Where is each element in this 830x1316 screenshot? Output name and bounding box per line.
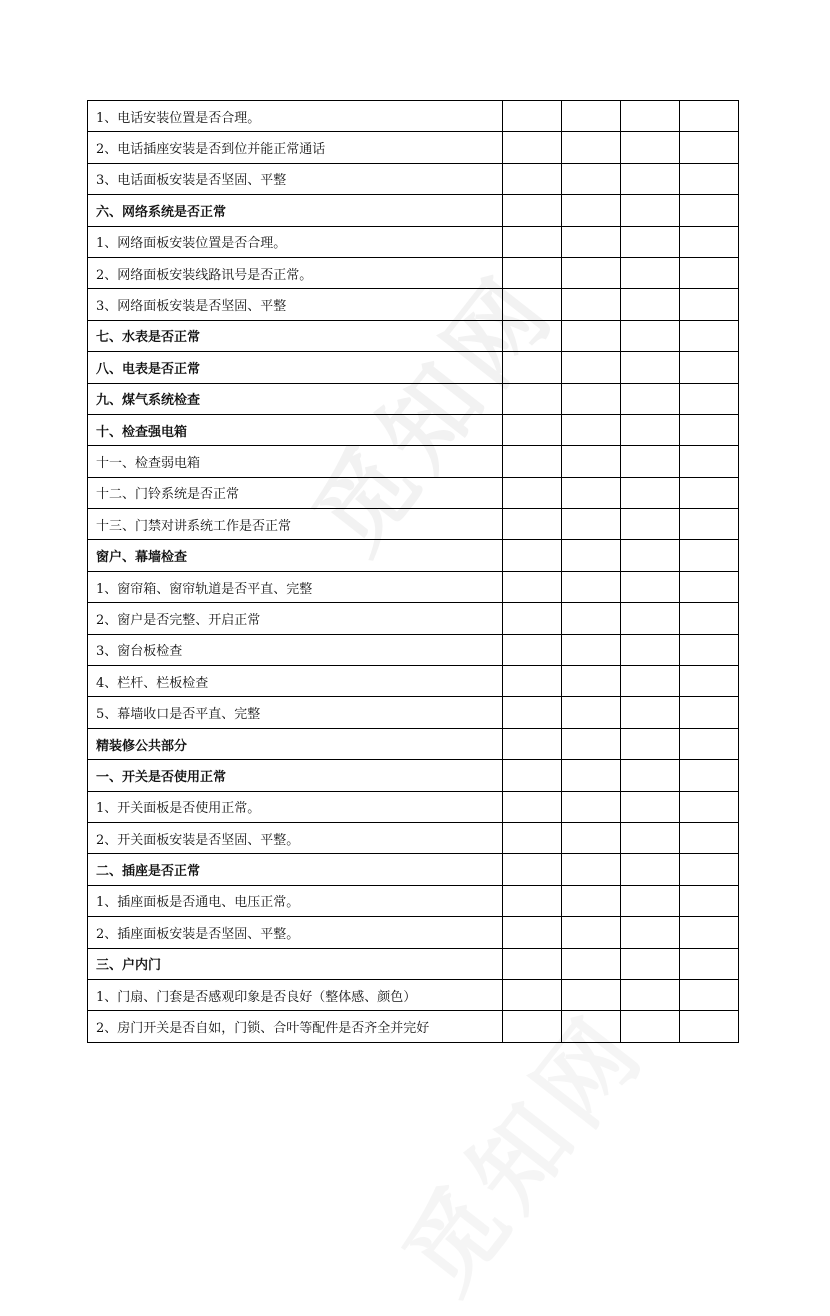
check-cell-4[interactable] [680,760,739,791]
check-cell-3[interactable] [621,383,680,414]
check-cell-3[interactable] [621,603,680,634]
check-cell-3[interactable] [621,132,680,163]
check-cell-3[interactable] [621,571,680,602]
check-cell-2[interactable] [562,509,621,540]
item-cell: 1、窗帘箱、窗帘轨道是否平直、完整 [88,571,503,602]
check-cell-1[interactable] [503,414,562,445]
check-cell-1[interactable] [503,603,562,634]
check-cell-2[interactable] [562,446,621,477]
check-cell-2[interactable] [562,257,621,288]
table-row [88,383,739,414]
check-cell-2[interactable] [562,822,621,853]
table-row [88,195,739,226]
check-cell-2[interactable] [562,195,621,226]
check-cell-1[interactable] [503,666,562,697]
item-cell: 5、幕墙收口是否平直、完整 [88,697,503,728]
check-cell-1[interactable] [503,195,562,226]
check-cell-1[interactable] [503,446,562,477]
item-cell: 3、窗台板检查 [88,634,503,665]
check-cell-4[interactable] [680,885,739,916]
table-row [88,352,739,383]
table-row [88,603,739,634]
check-cell-3[interactable] [621,979,680,1010]
item-cell: 2、开关面板安装是否坚固、平整。 [88,822,503,853]
table-row [88,666,739,697]
table-row [88,132,739,163]
check-cell-4[interactable] [680,1011,739,1042]
check-cell-4[interactable] [680,603,739,634]
check-cell-3[interactable] [621,1011,680,1042]
check-cell-3[interactable] [621,948,680,979]
check-cell-4[interactable] [680,477,739,508]
section-heading-cell: 窗户、幕墙检查 [88,540,503,571]
check-cell-4[interactable] [680,854,739,885]
table-row [88,948,739,979]
check-cell-4[interactable] [680,822,739,853]
check-cell-3[interactable] [621,163,680,194]
check-cell-2[interactable] [562,979,621,1010]
table-row [88,477,739,508]
check-cell-2[interactable] [562,666,621,697]
table-row [88,540,739,571]
section-heading-cell: 七、水表是否正常 [88,320,503,351]
section-heading-cell: 一、开关是否使用正常 [88,760,503,791]
check-cell-3[interactable] [621,540,680,571]
check-cell-1[interactable] [503,320,562,351]
check-cell-2[interactable] [562,163,621,194]
table-row [88,571,739,602]
check-cell-1[interactable] [503,289,562,320]
check-cell-3[interactable] [621,320,680,351]
check-cell-4[interactable] [680,791,739,822]
check-cell-3[interactable] [621,760,680,791]
check-cell-2[interactable] [562,854,621,885]
check-cell-3[interactable] [621,352,680,383]
check-cell-2[interactable] [562,1011,621,1042]
check-cell-4[interactable] [680,132,739,163]
item-cell: 1、门扇、门套是否感观印象是否良好（整体感、颜色） [88,979,503,1010]
check-cell-1[interactable] [503,917,562,948]
table-body [88,101,739,1043]
section-heading-cell: 二、插座是否正常 [88,854,503,885]
section-heading-cell: 八、电表是否正常 [88,352,503,383]
table-row [88,760,739,791]
item-cell: 1、网络面板安装位置是否合理。 [88,226,503,257]
check-cell-3[interactable] [621,446,680,477]
check-cell-1[interactable] [503,540,562,571]
table-row [88,226,739,257]
check-cell-2[interactable] [562,760,621,791]
item-cell: 2、窗户是否完整、开启正常 [88,603,503,634]
check-cell-3[interactable] [621,854,680,885]
item-cell: 十二、门铃系统是否正常 [88,477,503,508]
section-heading-cell: 九、煤气系统检查 [88,383,503,414]
check-cell-3[interactable] [621,917,680,948]
check-cell-1[interactable] [503,477,562,508]
check-cell-3[interactable] [621,414,680,445]
item-cell: 1、插座面板是否通电、电压正常。 [88,885,503,916]
section-heading-cell: 十、检查强电箱 [88,414,503,445]
check-cell-2[interactable] [562,352,621,383]
item-cell: 3、电话面板安装是否坚固、平整 [88,163,503,194]
table-row [88,634,739,665]
section-heading-cell: 六、网络系统是否正常 [88,195,503,226]
check-cell-3[interactable] [621,697,680,728]
check-cell-3[interactable] [621,822,680,853]
check-cell-4[interactable] [680,383,739,414]
check-cell-4[interactable] [680,163,739,194]
table-row [88,822,739,853]
item-cell: 2、插座面板安装是否坚固、平整。 [88,917,503,948]
check-cell-3[interactable] [621,791,680,822]
item-cell: 2、房门开关是否自如，门锁、合叶等配件是否齐全并完好 [88,1011,503,1042]
check-cell-4[interactable] [680,917,739,948]
item-cell: 2、网络面板安装线路讯号是否正常。 [88,257,503,288]
table-row [88,854,739,885]
check-cell-2[interactable] [562,226,621,257]
check-cell-4[interactable] [680,414,739,445]
check-cell-4[interactable] [680,571,739,602]
table-row [88,163,739,194]
inspection-checklist-table [87,100,739,1043]
table-row [88,101,739,132]
check-cell-2[interactable] [562,697,621,728]
check-cell-2[interactable] [562,948,621,979]
check-cell-2[interactable] [562,917,621,948]
check-cell-2[interactable] [562,603,621,634]
check-cell-4[interactable] [680,257,739,288]
table-row [88,446,739,477]
check-cell-4[interactable] [680,289,739,320]
item-cell: 4、栏杆、栏板检查 [88,666,503,697]
check-cell-4[interactable] [680,352,739,383]
check-cell-2[interactable] [562,728,621,759]
table-row [88,791,739,822]
check-cell-4[interactable] [680,540,739,571]
check-cell-2[interactable] [562,132,621,163]
check-cell-1[interactable] [503,352,562,383]
check-cell-4[interactable] [680,634,739,665]
item-cell: 十一、检查弱电箱 [88,446,503,477]
check-cell-4[interactable] [680,509,739,540]
item-cell: 3、网络面板安装是否坚固、平整 [88,289,503,320]
table-row [88,979,739,1010]
table-row [88,509,739,540]
check-cell-2[interactable] [562,571,621,602]
item-cell: 2、电话插座安装是否到位并能正常通话 [88,132,503,163]
check-cell-1[interactable] [503,697,562,728]
table-row [88,728,739,759]
check-cell-3[interactable] [621,226,680,257]
check-cell-1[interactable] [503,101,562,132]
check-cell-1[interactable] [503,383,562,414]
table-row [88,885,739,916]
check-cell-3[interactable] [621,885,680,916]
check-cell-4[interactable] [680,979,739,1010]
check-cell-2[interactable] [562,477,621,508]
check-cell-3[interactable] [621,634,680,665]
check-cell-2[interactable] [562,634,621,665]
table-row [88,289,739,320]
check-cell-4[interactable] [680,226,739,257]
section-heading-cell: 精装修公共部分 [88,728,503,759]
check-cell-2[interactable] [562,791,621,822]
check-cell-3[interactable] [621,477,680,508]
check-cell-2[interactable] [562,383,621,414]
item-cell: 1、开关面板是否使用正常。 [88,791,503,822]
check-cell-1[interactable] [503,948,562,979]
check-cell-1[interactable] [503,822,562,853]
check-cell-2[interactable] [562,289,621,320]
check-cell-3[interactable] [621,101,680,132]
table-row [88,414,739,445]
check-cell-1[interactable] [503,132,562,163]
check-cell-2[interactable] [562,414,621,445]
table-row [88,1011,739,1042]
table-row [88,917,739,948]
check-cell-3[interactable] [621,509,680,540]
check-cell-1[interactable] [503,1011,562,1042]
item-cell: 1、电话安装位置是否合理。 [88,101,503,132]
check-cell-2[interactable] [562,320,621,351]
check-cell-4[interactable] [680,697,739,728]
check-cell-4[interactable] [680,728,739,759]
check-cell-4[interactable] [680,101,739,132]
item-cell: 十三、门禁对讲系统工作是否正常 [88,509,503,540]
check-cell-3[interactable] [621,195,680,226]
table-row [88,697,739,728]
check-cell-1[interactable] [503,854,562,885]
check-cell-2[interactable] [562,885,621,916]
check-cell-4[interactable] [680,195,739,226]
check-cell-1[interactable] [503,634,562,665]
check-cell-1[interactable] [503,791,562,822]
check-cell-3[interactable] [621,728,680,759]
check-cell-1[interactable] [503,509,562,540]
check-cell-1[interactable] [503,163,562,194]
check-cell-4[interactable] [680,320,739,351]
watermark: 觅知网 [292,253,577,573]
check-cell-4[interactable] [680,948,739,979]
check-cell-2[interactable] [562,101,621,132]
check-cell-1[interactable] [503,979,562,1010]
check-cell-4[interactable] [680,446,739,477]
check-cell-1[interactable] [503,885,562,916]
check-cell-2[interactable] [562,540,621,571]
table-row [88,257,739,288]
check-cell-1[interactable] [503,728,562,759]
check-cell-3[interactable] [621,257,680,288]
table-row [88,320,739,351]
section-heading-cell: 三、户内门 [88,948,503,979]
check-cell-1[interactable] [503,257,562,288]
check-cell-3[interactable] [621,666,680,697]
check-cell-4[interactable] [680,666,739,697]
check-cell-3[interactable] [621,289,680,320]
check-cell-1[interactable] [503,760,562,791]
check-cell-1[interactable] [503,226,562,257]
check-cell-1[interactable] [503,571,562,602]
